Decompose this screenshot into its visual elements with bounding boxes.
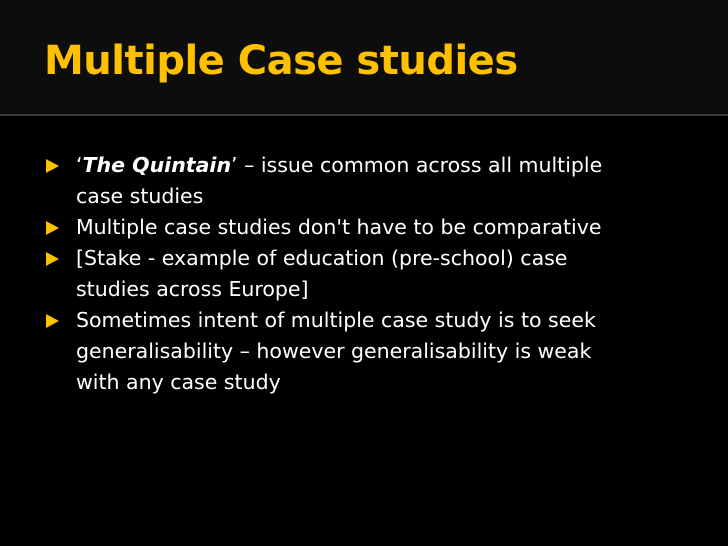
open-quote: ‘ — [76, 153, 83, 177]
slide-content — [46, 150, 686, 398]
arrow-bullet-icon — [46, 159, 59, 173]
bullet-line: Multiple case studies don't have to be comparative — [76, 215, 602, 239]
bullet-item — [46, 305, 686, 398]
arrow-bullet-icon — [46, 221, 59, 235]
bullet-item — [46, 243, 686, 305]
quintain-emphasis: The Quintain — [82, 153, 232, 177]
arrow-bullet-icon — [46, 314, 59, 328]
title-bar — [0, 0, 728, 116]
slide-title: Multiple Case studies — [44, 38, 518, 84]
bullet-line — [76, 150, 686, 181]
bullet-line: [Stake - example of education (pre-school) case — [76, 246, 568, 270]
bullet-line: studies across Europe] — [76, 277, 309, 301]
bullet-line: with any case study — [76, 370, 281, 394]
bullet-line: case studies — [76, 184, 204, 208]
arrow-bullet-icon — [46, 252, 59, 266]
bullet-item — [46, 212, 686, 243]
bullet-list — [46, 150, 686, 398]
bullet-line: Sometimes intent of multiple case study is to seek — [76, 308, 596, 332]
bullet-item — [46, 150, 686, 212]
bullet-line: generalisability – however generalisability is weak — [76, 339, 592, 363]
bullet-text: ’ – issue common across all multiple — [231, 153, 603, 177]
